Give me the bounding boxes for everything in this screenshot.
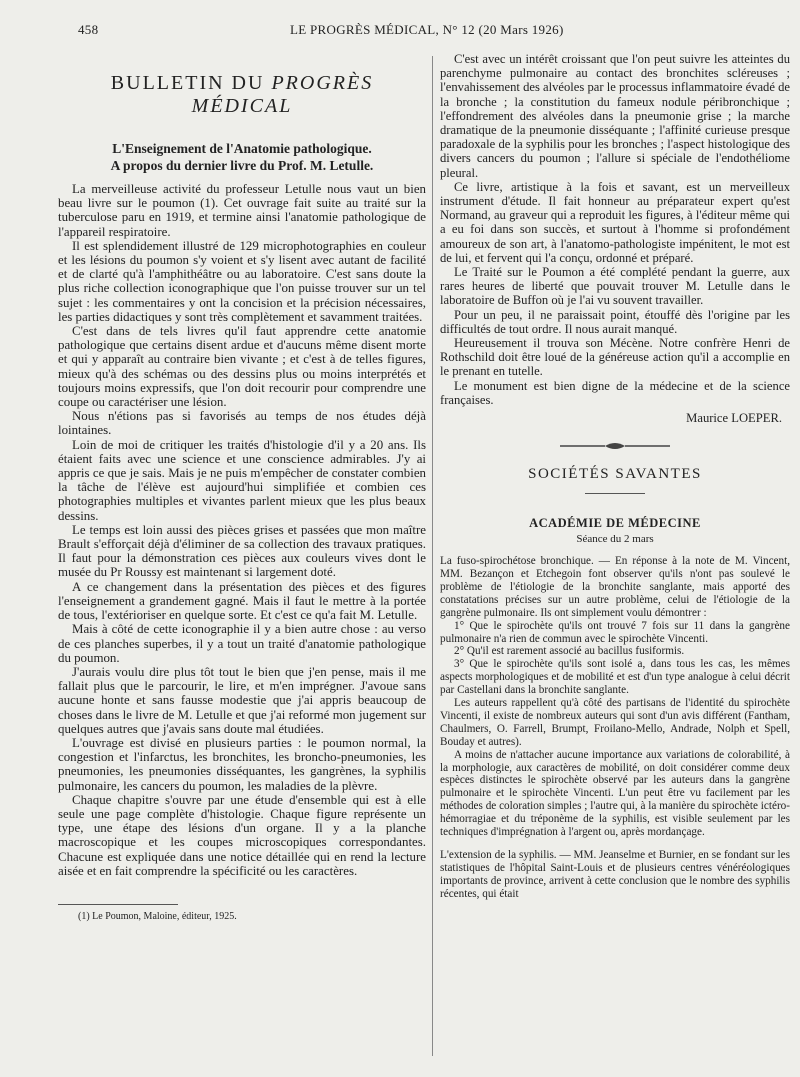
item-text: — En réponse à la note de M. Vincent, MM. Bezançon et Etchegoin font observer qu'ils n'ont pas soulevé le problème de l'étiologie de la bronchite sanglante, mais apporté des constatations précises sur un autre problème, celui de l'étiologie de la gangrène pulmonaire. Ils ont simplement voulu démontrer : [440,555,790,619]
paragraph: C'est dans de tels livres qu'il faut apprendre cette anatomie pathologique que certains disent ardue et d'aucuns même disent morte et qui y apparaît au contraire bien vivante ; et c'est à de telles figures, mieux qu'à des schémas ou des dessins plus ou moins interprétés et toujours moins expressifs, que l'on doit recourir pour comprendre une coupe ou caractériser une lésion. [58,324,426,410]
left-body [58,182,426,878]
signature: Maurice LOEPER. [686,411,782,426]
paragraph: Le monument est bien digne de la médecine et de la science françaises. [440,378,790,407]
running-head [68,18,778,38]
academy-body [440,555,790,901]
ornament-rule [440,440,790,456]
bulletin-heading [58,72,426,118]
bulletin-heading-journal: PROGRÈS MÉDICAL [191,72,374,117]
paragraph: A ce changement dans la présentation des pièces et des figures l'enseignement a grandement gagné. Mais il faut le mettre à la portée de tous, l'extérioriser en quelque sorte. Et c'est ce qu'a fait M. Letulle. [58,579,426,623]
footnote-rule [58,904,178,905]
paragraph: Ce livre, artistique à la fois et savant, est un merveilleux instrument d'étude. Il fait honneur au préparateur expert qu'est Normand, au graveur qui a reproduit les figures, à l'éditeur même qui a eu foi dans son succès, et surtout à l'homme si profondément amoureux de son art, à l'anatomo-pathologiste impénitent, le mot est de lui, et fervent qui l'a conçu, ordonné et préparé. [440,179,790,265]
session-date: Séance du 2 mars [576,533,654,546]
paragraph: Chaque chapitre s'ouvre par une étude d'ensemble qui est à elle seule une page complète d'histologie. Chaque figure représente un type, une étape des lésions d'un organe. Il y a la planche macroscopique et les coupes microscopiques correspondantes. Chacune est expliquée dans une notice détaillée qui en rend la lecture aisée et en fait comprendre la spécificité ou les caractères. [58,792,426,878]
paragraph: Mais à côté de cette iconographie il y a bien autre chose : au verso de ces planches superbes, il y a tout un traité d'anatomie pathologique du poumon. [58,622,426,665]
item-label: La fuso-spirochétose bronchique. [440,555,594,568]
ornament-icon [560,440,670,452]
right-body [440,52,790,407]
paragraph: Le temps est loin aussi des pièces grises et passées que mon maître Brault s'efforçait déjà d'éliminer de sa collection des travaux pratiques. Il faut pour la démonstration ces pièces aux couleurs vives dont le musée du Pr Roussy est maintenant si largement doté. [58,522,426,580]
societies-heading: SOCIÉTÉS SAVANTES [528,466,702,483]
section-rule [585,493,645,494]
paragraph: Heureusement il trouva son Mécène. Notre confrère Henri de Rothschild doit être loué de la généreuse action qu'il a accomplie en le prenant en tutelle. [440,336,790,379]
academy-heading: ACADÉMIE DE MÉDECINE [529,516,701,531]
paragraph: C'est avec un intérêt croissant que l'on peut suivre les atteintes du parenchyme pulmonaire au contact des bronchites scléreuses ; l'envahissement des alvéoles par le processus inflammatoire évadé de la bronche ; la constitution du fameux nodule péribronchique ; l'effondrement des alvéoles dans la pneumonie grise ; la marche dramatique de la pneumonie disséquante ; l'affinité curieuse presque paradoxale de la syphilis pour les bronches ; l'aspect histologique des divers cancers du poumon ; l'allure si spéciale de l'endothéliome pleural. [440,52,790,180]
paragraph: Nous n'étions pas si favorisés au temps de nos études déjà lointaines. [58,409,426,438]
points-list [440,620,790,839]
list-item: A moins de n'attacher aucune importance aux variations de colorabilité, à la morphologie, aux caractères de mobilité, on doit considérer comme deux espèces distinctes le spirochète observé par les auteurs dans la gangrène pulmonaire et le spirochète Vincenti. L'un peut être vu facilement par les méthodes de coloration simples ; l'autre qui, à la manière du spirochète ictéro-hémorragiae et du tréponème de la syphilis, est visible seulement par les techniques d'imprégnation à l'argent ou, après mordançage. [440,748,790,839]
footnote: (1) Le Poumon, Maloine, éditeur, 1925. [78,910,237,922]
list-item: 2° Qu'il est rarement associé au bacillus fusiformis. [454,645,685,658]
article-title: L'Enseignement de l'Anatomie pathologique. [112,141,372,156]
bulletin-heading-main: BULLETIN DU [110,72,265,94]
paragraph: Pour un peu, il ne paraissait point, étouffé dès l'origine par les difficultés de tout ordre. Il nous aurait manqué. [440,307,790,336]
page-number: 458 [78,22,99,37]
item-syphilis [440,849,790,901]
item-label: L'extension de la syphilis. [440,849,557,862]
paragraph: Loin de moi de critiquer les traités d'histologie d'il y a 20 ans. Ils étaient faits avec une science et une conscience admirables. J'y ai appris ce que je sais. Mais je ne puis m'empêcher de constater combien la tâche de l'élève est aujourd'hui simplifiée et combien ces photographies multiples et vivantes parlent mieux que les plus beaux dessins. [58,437,426,523]
paragraph: J'aurais voulu dire plus tôt tout le bien que j'en pense, mais il me fallait plus que le parcourir, le lire, et m'en imprégner. J'avoue sans aucune honte et sans fausse modestie que j'ai appris beaucoup de choses dans le livre de M. Letulle et que j'ai reformé mon jugement sur quelques autres que j'avais sans doute mal étudiées. [58,664,426,736]
article-subtitle: A propos du dernier livre du Prof. M. Letulle. [110,158,374,173]
left-column [58,60,426,922]
paragraph: Il est splendidement illustré de 129 microphotographies en couleur et les lésions du poumon s'y voient et s'y lisent avec autant de facilité et de clarté qu'à l'amphithéâtre ou au laboratoire. C'est sans doute la plus riche collection iconographique que l'on puisse trouver sur un tel sujet : les commentaires y ont la concision et la précision nécessaires, les parties didactiques y sont très complètement et savamment traitées. [58,238,426,324]
item-text: — MM. Jeanselme et Burnier, en se fondant sur les statistiques de l'hôpital Saint-Louis et de plusieurs centres vénéréologiques importants de province, arrivent à cette conclusion que le nombre des syphilis récentes, qui était [440,849,790,900]
paragraph: Le Traité sur le Poumon a été complété pendant la guerre, aux rares heures de liberté que pouvait trouver M. Letulle dans le laboratoire de Buffon où je l'ai vu souvent travailler. [440,265,790,308]
paragraph: L'ouvrage est divisé en plusieurs parties : le poumon normal, la congestion et l'infarctus, les bronchites, les broncho-pneumonies, les pneumonies, les pneumonies disséquantes, les gangrènes, la syphilis pulmonaire, les cancers du poumon, les maladies de la plèvre. [58,735,426,793]
item-fuso-spirochetose [440,555,790,620]
list-item: Les auteurs rappellent qu'à côté des partisans de l'identité du spirochète Vincenti, il existe de nombreux auteurs qui sont d'un avis différent (Fantham, Chaulmers, O. Farrell, Brumpt, Froilano-Mello, Andrade, Nolph et Spell, Bouday et autres). [440,697,790,748]
paragraph: La merveilleuse activité du professeur Letulle nous vaut un bien beau livre sur le poumon (1). Cet ouvrage fait suite au traité sur la tuberculose paru en 1919, et termine ainsi l'anatomie pathologique de l'appareil respiratoire. [58,182,426,239]
list-item: 3° Que le spirochète qu'ils sont isolé a, dans tous les cas, les mêmes aspects morphologiques et de mobilité et est d'un type analogue à celui décrit par Castellani dans la bronchite sanglante. [440,658,790,697]
right-column [440,52,790,901]
list-item: 1° Que le spirochète qu'ils ont trouvé 7 fois sur 11 dans la gangrène pulmonaire n'a rien de commun avec le spirochète Vincenti. [440,619,790,645]
journal-title: LE PROGRÈS MÉDICAL, N° 12 (20 Mars 1926) [290,22,564,37]
column-divider [432,56,433,1056]
